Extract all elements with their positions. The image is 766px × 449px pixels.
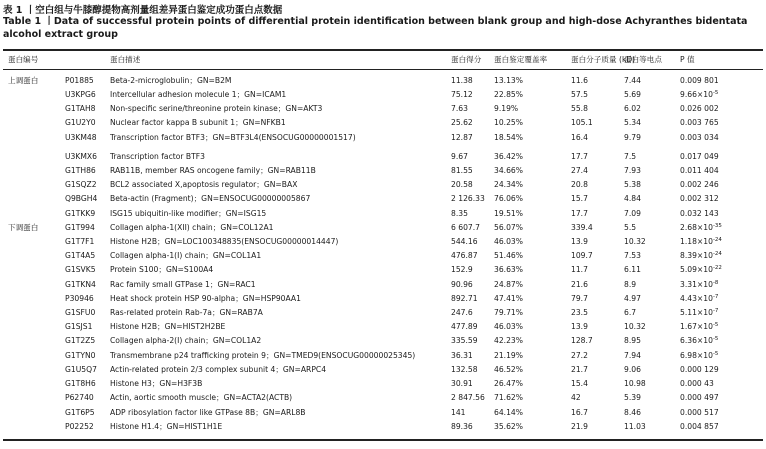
- table-row: [0, 192, 766, 205]
- protein-id: G1SJS1: [65, 322, 93, 331]
- protein-pi: 9.06: [624, 365, 641, 374]
- protein-score: 25.62: [451, 118, 473, 127]
- protein-pi: 7.5: [624, 152, 637, 161]
- table-row: [0, 249, 766, 262]
- protein-description: Rac family small GTPase 1；GN=RAC1: [110, 280, 256, 289]
- protein-score: 141: [451, 408, 466, 417]
- protein-description: Collagen alpha-1(XII) chain；GN=COL12A1: [110, 223, 274, 232]
- p-value-exponent: -5: [712, 336, 719, 342]
- protein-score: 8.35: [451, 209, 468, 218]
- protein-score: 152.9: [451, 265, 473, 274]
- protein-description: Nuclear factor kappa B subunit 1；GN=NFKB1: [110, 118, 286, 127]
- protein-mass: 109.7: [571, 251, 593, 260]
- protein-id: G1TAH8: [65, 104, 96, 113]
- protein-id: G1T6P5: [65, 408, 95, 417]
- protein-id: P30946: [65, 294, 94, 303]
- protein-pi: 8.9: [624, 280, 637, 289]
- protein-id: Q9BGH4: [65, 194, 98, 203]
- protein-mass: 339.4: [571, 223, 593, 232]
- protein-p-value: [680, 320, 718, 333]
- row-group-label: 上调蛋白: [8, 76, 39, 85]
- protein-p-value: 0.000 43: [680, 379, 714, 388]
- protein-mass: 79.7: [571, 294, 588, 303]
- table-row: [0, 349, 766, 362]
- protein-p-value: 0.003 034: [680, 133, 719, 142]
- protein-score: 7.63: [451, 104, 468, 113]
- protein-mass: 13.9: [571, 237, 588, 246]
- table-caption-en: Table 1 丨Data of successful protein points of differential protein identification between blank group and high-dose Achyranthes bidentata alcohol extract group: [3, 16, 748, 40]
- protein-description: Heat shock protein HSP 90-alpha；GN=HSP90AA1: [110, 294, 301, 303]
- protein-coverage: 36.42%: [494, 152, 523, 161]
- protein-score: 476.87: [451, 251, 478, 260]
- protein-p-value: [680, 349, 718, 362]
- protein-p-value: 0.011 404: [680, 166, 719, 175]
- protein-pi: 5.5: [624, 223, 637, 232]
- table-row: [0, 263, 766, 276]
- protein-coverage: 22.85%: [494, 90, 523, 99]
- protein-mass: 21.9: [571, 422, 588, 431]
- protein-pi: 7.94: [624, 351, 641, 360]
- protein-pi: 10.32: [624, 237, 646, 246]
- protein-mass: 23.5: [571, 308, 588, 317]
- protein-coverage: 34.66%: [494, 166, 523, 175]
- p-value-base: 9.66×10: [680, 90, 713, 99]
- protein-score: 477.89: [451, 322, 478, 331]
- protein-id: U3KPG6: [65, 90, 96, 99]
- protein-score: 36.31: [451, 351, 473, 360]
- p-value-exponent: -8: [712, 280, 719, 286]
- protein-p-value: 0.026 002: [680, 104, 719, 113]
- protein-score: 75.12: [451, 90, 473, 99]
- table-row: [0, 116, 766, 129]
- table-row: [0, 420, 766, 433]
- protein-p-value: [680, 88, 718, 101]
- protein-pi: 9.79: [624, 133, 641, 142]
- protein-id: G1TH86: [65, 166, 96, 175]
- protein-description: Histone H3；GN=H3F3B: [110, 379, 203, 388]
- protein-p-value: 0.000 497: [680, 393, 719, 402]
- header-mass: 蛋白分子质量 (kD): [571, 55, 636, 64]
- header-pi: 蛋白等电点: [624, 55, 662, 64]
- protein-id: G1TKN4: [65, 280, 96, 289]
- row-group-label: 下调蛋白: [8, 223, 39, 232]
- table-row: [0, 74, 766, 87]
- protein-description: Histone H1.4；GN=HIST1H1E: [110, 422, 223, 431]
- table-row: [0, 306, 766, 319]
- protein-id: G1T994: [65, 223, 95, 232]
- table-top-rule: [3, 49, 763, 51]
- protein-p-value: 0.003 765: [680, 118, 719, 127]
- table-row: [0, 88, 766, 101]
- p-value-base: 4.43×10: [680, 294, 713, 303]
- p-value-exponent: -5: [712, 322, 719, 328]
- p-value-exponent: -22: [712, 265, 722, 271]
- protein-score: 30.91: [451, 379, 473, 388]
- protein-id: G1TYN0: [65, 351, 96, 360]
- protein-p-value: [680, 278, 718, 291]
- protein-mass: 42: [571, 393, 581, 402]
- table-row: [0, 150, 766, 163]
- table-row: [0, 391, 766, 404]
- protein-id: G1T4A5: [65, 251, 96, 260]
- protein-mass: 16.4: [571, 133, 588, 142]
- table-row: [0, 278, 766, 291]
- protein-p-value: [680, 334, 718, 347]
- p-value-base: 6.98×10: [680, 351, 713, 360]
- protein-coverage: 9.19%: [494, 104, 519, 113]
- protein-p-value: [680, 306, 718, 319]
- protein-description: Collagen alpha-2(I) chain；GN=COL1A2: [110, 336, 262, 345]
- p-value-base: 5.09×10: [680, 265, 713, 274]
- protein-mass: 27.4: [571, 166, 588, 175]
- protein-p-value: 0.009 801: [680, 76, 719, 85]
- table-row: [0, 377, 766, 390]
- protein-id: P02252: [65, 422, 94, 431]
- protein-p-value: 0.000 129: [680, 365, 719, 374]
- protein-pi: 6.02: [624, 104, 641, 113]
- protein-coverage: 46.03%: [494, 237, 523, 246]
- protein-mass: 105.1: [571, 118, 593, 127]
- protein-id: G1TKK9: [65, 209, 96, 218]
- protein-coverage: 51.46%: [494, 251, 523, 260]
- header-p-value: P 值: [680, 55, 695, 64]
- protein-p-value: 0.002 312: [680, 194, 719, 203]
- header-coverage: 蛋白鉴定覆盖率: [494, 55, 548, 64]
- protein-pi: 10.98: [624, 379, 646, 388]
- protein-mass: 128.7: [571, 336, 593, 345]
- protein-coverage: 26.47%: [494, 379, 523, 388]
- protein-coverage: 46.03%: [494, 322, 523, 331]
- p-value-exponent: -7: [712, 308, 719, 314]
- protein-description: Collagen alpha-1(I) chain；GN=COL1A1: [110, 251, 262, 260]
- protein-score: 81.55: [451, 166, 473, 175]
- p-value-base: 6.36×10: [680, 336, 713, 345]
- table-row: [0, 102, 766, 115]
- table-bottom-rule: [3, 439, 763, 441]
- protein-id: P62740: [65, 393, 94, 402]
- protein-description: ADP ribosylation factor like GTPase 8B；GN=ARL8B: [110, 408, 306, 417]
- protein-description: Histone H2B；GN=HIST2H2BE: [110, 322, 226, 331]
- p-value-base: 5.11×10: [680, 308, 713, 317]
- protein-id: G1U5Q7: [65, 365, 97, 374]
- protein-coverage: 76.06%: [494, 194, 523, 203]
- table-row: [0, 178, 766, 191]
- protein-coverage: 47.41%: [494, 294, 523, 303]
- protein-id: G1SFU0: [65, 308, 96, 317]
- header-score: 蛋白得分: [451, 55, 482, 64]
- protein-description: Actin-related protein 2/3 complex subunit 4；GN=ARPC4: [110, 365, 327, 374]
- protein-coverage: 24.34%: [494, 180, 523, 189]
- protein-id: G1T2Z5: [65, 336, 96, 345]
- protein-description: Actin, aortic smooth muscle；GN=ACTA2(ACTB): [110, 393, 293, 402]
- table-row: [0, 363, 766, 376]
- protein-mass: 15.4: [571, 379, 588, 388]
- protein-coverage: 35.62%: [494, 422, 523, 431]
- protein-score: 20.58: [451, 180, 473, 189]
- protein-coverage: 56.07%: [494, 223, 523, 232]
- protein-score: 335.59: [451, 336, 478, 345]
- protein-score: 2 126.33: [451, 194, 485, 203]
- protein-description: Transcription factor BTF3；GN=BTF3L4(ENSOCUG00000001517): [110, 133, 356, 142]
- protein-p-value: [680, 235, 722, 248]
- p-value-exponent: -7: [712, 294, 719, 300]
- protein-pi: 7.93: [624, 166, 641, 175]
- protein-p-value: [680, 249, 722, 262]
- protein-pi: 7.44: [624, 76, 641, 85]
- protein-p-value: 0.032 143: [680, 209, 719, 218]
- protein-coverage: 79.71%: [494, 308, 523, 317]
- protein-coverage: 19.51%: [494, 209, 523, 218]
- protein-id: G1T7F1: [65, 237, 95, 246]
- protein-coverage: 46.52%: [494, 365, 523, 374]
- protein-coverage: 10.25%: [494, 118, 523, 127]
- protein-pi: 10.32: [624, 322, 646, 331]
- protein-score: 892.71: [451, 294, 478, 303]
- protein-mass: 11.7: [571, 265, 588, 274]
- protein-description: ISG15 ubiquitin-like modifier；GN=ISG15: [110, 209, 267, 218]
- protein-score: 89.36: [451, 422, 473, 431]
- protein-p-value: [680, 221, 722, 234]
- protein-p-value: 0.017 049: [680, 152, 719, 161]
- p-value-base: 3.31×10: [680, 280, 713, 289]
- protein-id: G1T8H6: [65, 379, 96, 388]
- protein-description: Beta-2-microglobulin；GN=B2M: [110, 76, 232, 85]
- protein-mass: 17.7: [571, 152, 588, 161]
- table-caption-cn: 表 1 丨空白组与牛膝醇提物高剂量组差异蛋白鉴定成功蛋白点数据: [3, 5, 283, 16]
- protein-coverage: 36.63%: [494, 265, 523, 274]
- p-value-base: 1.18×10: [680, 237, 713, 246]
- protein-mass: 17.7: [571, 209, 588, 218]
- p-value-base: 1.67×10: [680, 322, 713, 331]
- protein-coverage: 42.23%: [494, 336, 523, 345]
- protein-id: U3KM48: [65, 133, 97, 142]
- protein-pi: 6.7: [624, 308, 637, 317]
- protein-mass: 11.6: [571, 76, 588, 85]
- protein-id: G1SQZ2: [65, 180, 97, 189]
- protein-id: P01885: [65, 76, 94, 85]
- protein-coverage: 64.14%: [494, 408, 523, 417]
- table-row: [0, 406, 766, 419]
- protein-pi: 5.39: [624, 393, 641, 402]
- protein-score: 2 847.56: [451, 393, 485, 402]
- protein-score: 12.87: [451, 133, 473, 142]
- protein-coverage: 21.19%: [494, 351, 523, 360]
- table-row: [0, 320, 766, 333]
- p-value-exponent: -5: [712, 351, 719, 357]
- protein-pi: 4.84: [624, 194, 641, 203]
- p-value-exponent: -35: [712, 223, 722, 229]
- protein-score: 11.38: [451, 76, 473, 85]
- protein-mass: 21.6: [571, 280, 588, 289]
- protein-pi: 7.09: [624, 209, 641, 218]
- table-row: [0, 207, 766, 220]
- protein-mass: 21.7: [571, 365, 588, 374]
- protein-pi: 11.03: [624, 422, 646, 431]
- protein-p-value: 0.004 857: [680, 422, 719, 431]
- protein-id: G1SVK5: [65, 265, 96, 274]
- table-row: [0, 292, 766, 305]
- protein-score: 247.6: [451, 308, 473, 317]
- protein-pi: 6.11: [624, 265, 641, 274]
- protein-coverage: 13.13%: [494, 76, 523, 85]
- protein-pi: 5.34: [624, 118, 641, 127]
- p-value-base: 8.39×10: [680, 251, 713, 260]
- header-description: 蛋白描述: [110, 55, 141, 64]
- protein-mass: 57.5: [571, 90, 588, 99]
- protein-pi: 8.46: [624, 408, 641, 417]
- protein-pi: 5.69: [624, 90, 641, 99]
- protein-coverage: 24.87%: [494, 280, 523, 289]
- protein-description: Protein S100；GN=S100A4: [110, 265, 214, 274]
- protein-p-value: 0.002 246: [680, 180, 719, 189]
- table-header-rule: [3, 69, 763, 70]
- protein-id: U3KMX6: [65, 152, 97, 161]
- protein-description: Histone H2B；GN=LOC100348835(ENSOCUG00000014447): [110, 237, 339, 246]
- header-group: 蛋白编号: [8, 55, 39, 64]
- protein-description: Transcription factor BTF3: [110, 152, 205, 161]
- protein-pi: 8.95: [624, 336, 641, 345]
- protein-mass: 27.2: [571, 351, 588, 360]
- protein-coverage: 18.54%: [494, 133, 523, 142]
- protein-description: Transmembrane p24 trafficking protein 9；GN=TMED9(ENSOCUG00000025345): [110, 351, 416, 360]
- table-row: [0, 131, 766, 144]
- protein-score: 6 607.7: [451, 223, 480, 232]
- protein-score: 9.67: [451, 152, 468, 161]
- protein-score: 90.96: [451, 280, 473, 289]
- protein-id: G1U2Y0: [65, 118, 96, 127]
- p-value-base: 2.68×10: [680, 223, 713, 232]
- table-row: [0, 334, 766, 347]
- protein-pi: 7.53: [624, 251, 641, 260]
- protein-p-value: 0.000 517: [680, 408, 719, 417]
- protein-description: BCL2 associated X,apoptosis regulator；GN=BAX: [110, 180, 298, 189]
- protein-score: 544.16: [451, 237, 478, 246]
- table-row: [0, 221, 766, 234]
- protein-pi: 5.38: [624, 180, 641, 189]
- protein-mass: 15.7: [571, 194, 588, 203]
- table-row: [0, 164, 766, 177]
- protein-description: RAB11B, member RAS oncogene family；GN=RAB11B: [110, 166, 316, 175]
- protein-p-value: [680, 292, 718, 305]
- protein-coverage: 71.62%: [494, 393, 523, 402]
- p-value-exponent: -24: [712, 251, 722, 257]
- protein-mass: 55.8: [571, 104, 588, 113]
- protein-score: 132.58: [451, 365, 478, 374]
- protein-mass: 16.7: [571, 408, 588, 417]
- protein-description: Non-specific serine/threonine protein kinase；GN=AKT3: [110, 104, 323, 113]
- protein-pi: 4.97: [624, 294, 641, 303]
- protein-p-value: [680, 263, 722, 276]
- protein-description: Ras-related protein Rab-7a；GN=RAB7A: [110, 308, 263, 317]
- protein-mass: 13.9: [571, 322, 588, 331]
- p-value-exponent: -24: [712, 237, 722, 243]
- table-row: [0, 235, 766, 248]
- protein-description: Beta-actin (Fragment)；GN=ENSOCUG00000005867: [110, 194, 311, 203]
- p-value-exponent: -5: [712, 90, 719, 96]
- protein-mass: 20.8: [571, 180, 588, 189]
- protein-description: Intercellular adhesion molecule 1；GN=ICAM1: [110, 90, 287, 99]
